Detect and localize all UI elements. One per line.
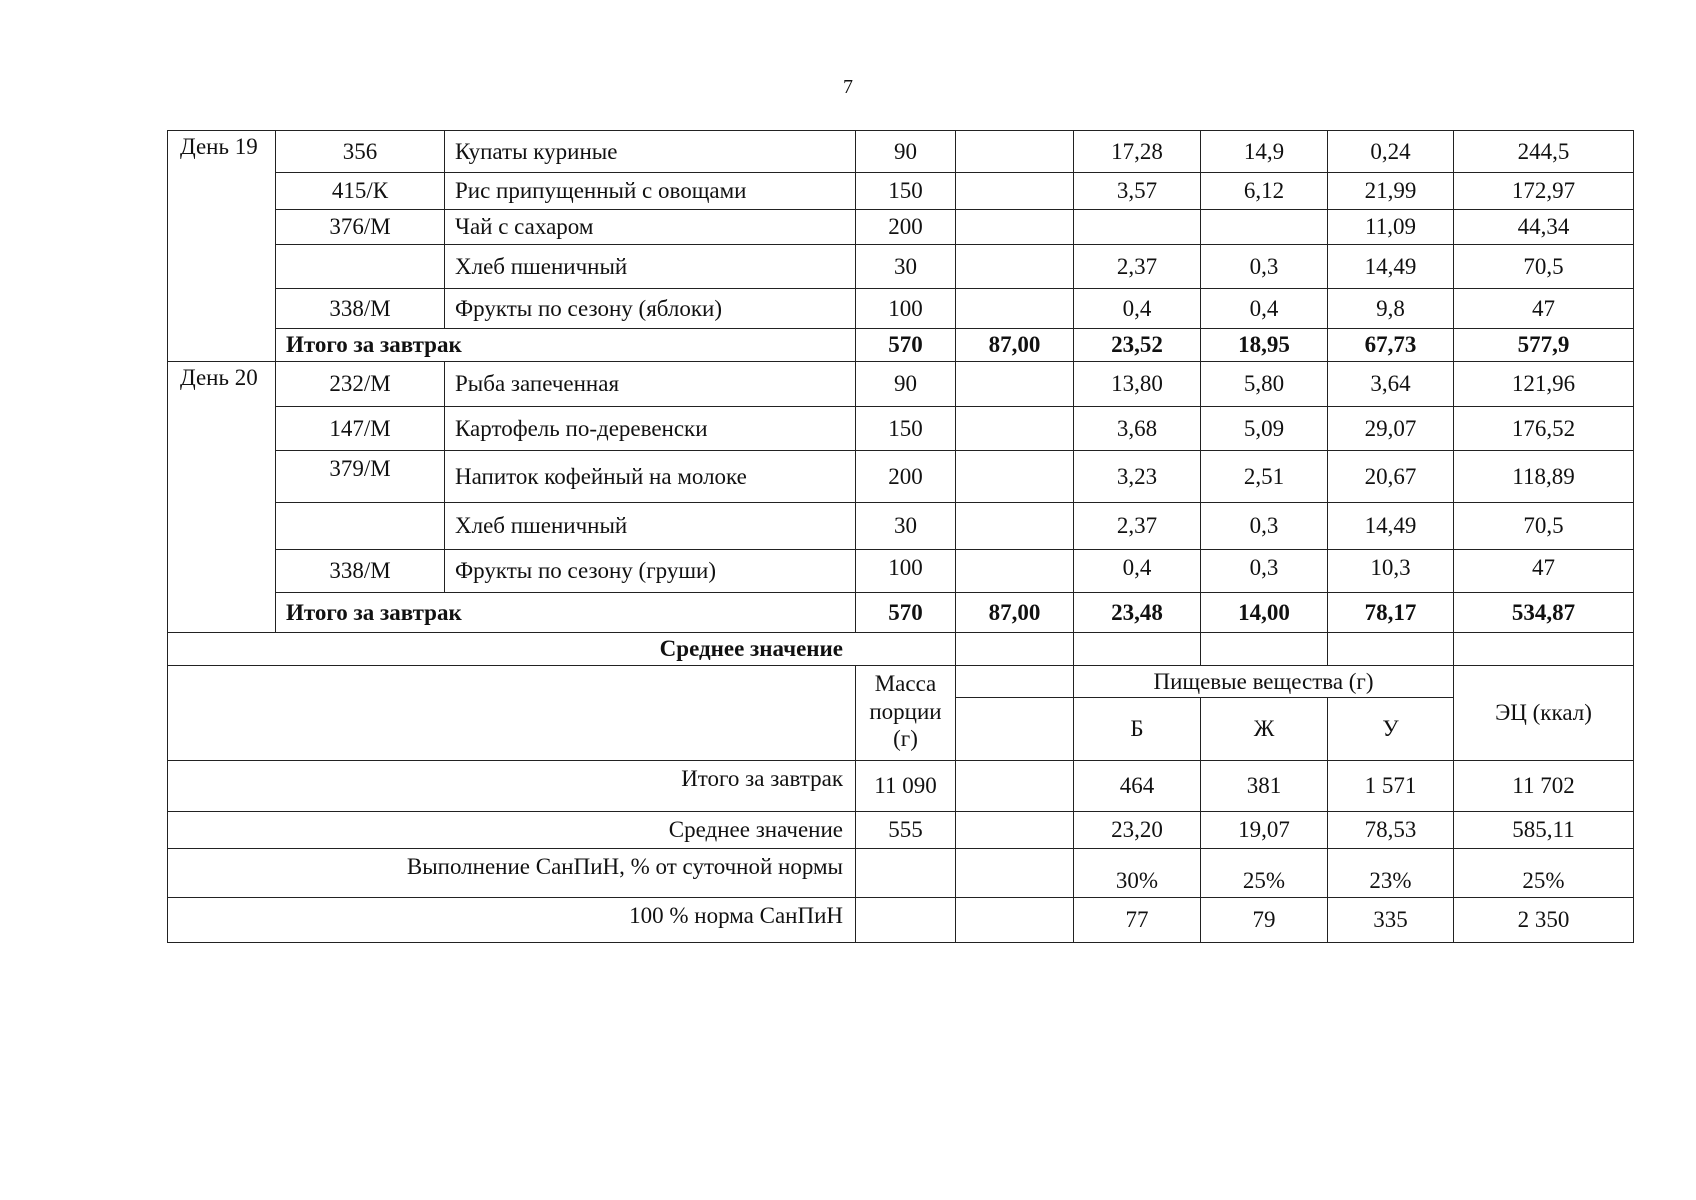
dish-carbs: 3,64 [1328, 362, 1454, 407]
summary-energy: 11 702 [1454, 761, 1634, 812]
average-section-title: Среднее значение [168, 633, 956, 666]
table-row [168, 210, 1634, 245]
dish-mass: 100 [856, 550, 956, 593]
summary-carbs: 335 [1328, 898, 1454, 943]
summary-fat: 19,07 [1201, 812, 1328, 849]
dish-energy: 47 [1454, 289, 1634, 329]
dish-mass: 100 [856, 289, 956, 329]
dish-protein: 3,68 [1074, 407, 1201, 451]
dish-protein [1074, 210, 1201, 245]
total-mass: 570 [856, 593, 956, 633]
dish-name: Фрукты по сезону (яблоки) [445, 289, 856, 329]
summary-row [168, 761, 1634, 812]
total-mass: 570 [856, 329, 956, 362]
header-protein: Б [1074, 698, 1201, 761]
dish-name: Чай с сахаром [445, 210, 856, 245]
day-label: День 20 [168, 362, 276, 633]
dish-name: Рыба запеченная [445, 362, 856, 407]
summary-energy: 2 350 [1454, 898, 1634, 943]
empty-cell [1328, 633, 1454, 666]
summary-label: 100 % норма СанПиН [168, 898, 856, 943]
empty-cell [1074, 633, 1201, 666]
dish-energy: 121,96 [1454, 362, 1634, 407]
summary-carbs: 23% [1328, 849, 1454, 898]
total-energy: 577,9 [1454, 329, 1634, 362]
dish-price [956, 451, 1074, 503]
summary-header-row [168, 666, 1634, 698]
dish-energy: 244,5 [1454, 131, 1634, 173]
header-energy: ЭЦ (ккал) [1454, 666, 1634, 761]
dish-energy: 118,89 [1454, 451, 1634, 503]
total-fat: 14,00 [1201, 593, 1328, 633]
summary-protein: 77 [1074, 898, 1201, 943]
dish-price [956, 362, 1074, 407]
summary-carbs: 78,53 [1328, 812, 1454, 849]
dish-price [956, 245, 1074, 289]
summary-mass [856, 898, 956, 943]
dish-code: 379/М [276, 451, 445, 503]
dish-name: Рис припущенный с овощами [445, 173, 856, 210]
dish-code: 232/М [276, 362, 445, 407]
dish-energy: 70,5 [1454, 245, 1634, 289]
header-fat: Ж [1201, 698, 1328, 761]
total-row [168, 593, 1634, 633]
empty-cell [956, 898, 1074, 943]
dish-protein: 2,37 [1074, 245, 1201, 289]
empty-cell [956, 849, 1074, 898]
dish-code: 415/К [276, 173, 445, 210]
empty-cell [956, 633, 1074, 666]
dish-price [956, 173, 1074, 210]
dish-mass: 30 [856, 503, 956, 550]
total-label: Итого за завтрак [276, 329, 856, 362]
total-row [168, 329, 1634, 362]
day-label: День 19 [168, 131, 276, 362]
dish-carbs: 11,09 [1328, 210, 1454, 245]
dish-price [956, 289, 1074, 329]
summary-protein: 464 [1074, 761, 1201, 812]
dish-name: Хлеб пшеничный [445, 245, 856, 289]
dish-name: Хлеб пшеничный [445, 503, 856, 550]
page-number: 7 [843, 76, 853, 98]
dish-mass: 150 [856, 407, 956, 451]
summary-mass [856, 849, 956, 898]
dish-protein: 0,4 [1074, 550, 1201, 593]
summary-fat: 25% [1201, 849, 1328, 898]
total-protein: 23,52 [1074, 329, 1201, 362]
dish-fat: 5,09 [1201, 407, 1328, 451]
header-mass: Масса порции (г) [856, 666, 956, 761]
total-carbs: 78,17 [1328, 593, 1454, 633]
dish-protein: 3,57 [1074, 173, 1201, 210]
dish-code [276, 245, 445, 289]
dish-protein: 2,37 [1074, 503, 1201, 550]
dish-protein: 13,80 [1074, 362, 1201, 407]
menu-table [167, 130, 1634, 943]
dish-fat: 0,3 [1201, 550, 1328, 593]
dish-carbs: 21,99 [1328, 173, 1454, 210]
summary-fat: 381 [1201, 761, 1328, 812]
total-price: 87,00 [956, 593, 1074, 633]
dish-fat [1201, 210, 1328, 245]
dish-energy: 47 [1454, 550, 1634, 593]
dish-mass: 90 [856, 362, 956, 407]
summary-row [168, 898, 1634, 943]
summary-label: Выполнение СанПиН, % от суточной нормы [168, 849, 856, 898]
dish-fat: 2,51 [1201, 451, 1328, 503]
dish-price [956, 503, 1074, 550]
empty-cell [1454, 633, 1634, 666]
summary-protein: 30% [1074, 849, 1201, 898]
dish-carbs: 9,8 [1328, 289, 1454, 329]
table-row [168, 131, 1634, 173]
total-carbs: 67,73 [1328, 329, 1454, 362]
dish-price [956, 550, 1074, 593]
total-fat: 18,95 [1201, 329, 1328, 362]
total-protein: 23,48 [1074, 593, 1201, 633]
dish-name: Напиток кофейный на молоке [445, 451, 856, 503]
dish-fat: 14,9 [1201, 131, 1328, 173]
table-row [168, 451, 1634, 503]
table-row [168, 503, 1634, 550]
dish-energy: 172,97 [1454, 173, 1634, 210]
empty-cell [956, 698, 1074, 761]
dish-mass: 30 [856, 245, 956, 289]
table-row [168, 550, 1634, 593]
dish-fat: 0,3 [1201, 245, 1328, 289]
dish-name: Картофель по-деревенски [445, 407, 856, 451]
dish-energy: 176,52 [1454, 407, 1634, 451]
dish-fat: 0,3 [1201, 503, 1328, 550]
dish-fat: 5,80 [1201, 362, 1328, 407]
dish-fat: 0,4 [1201, 289, 1328, 329]
total-price: 87,00 [956, 329, 1074, 362]
dish-carbs: 14,49 [1328, 245, 1454, 289]
dish-code [276, 503, 445, 550]
dish-carbs: 0,24 [1328, 131, 1454, 173]
header-carbs: У [1328, 698, 1454, 761]
dish-price [956, 131, 1074, 173]
dish-carbs: 20,67 [1328, 451, 1454, 503]
summary-mass: 555 [856, 812, 956, 849]
dish-energy: 70,5 [1454, 503, 1634, 550]
summary-energy: 585,11 [1454, 812, 1634, 849]
dish-code: 376/М [276, 210, 445, 245]
dish-protein: 17,28 [1074, 131, 1201, 173]
summary-protein: 23,20 [1074, 812, 1201, 849]
empty-cell [1201, 633, 1328, 666]
dish-code: 356 [276, 131, 445, 173]
dish-code: 338/М [276, 289, 445, 329]
dish-energy: 44,34 [1454, 210, 1634, 245]
dish-mass: 200 [856, 451, 956, 503]
dish-carbs: 29,07 [1328, 407, 1454, 451]
dish-price [956, 210, 1074, 245]
header-nutrients: Пищевые вещества (г) [1074, 666, 1454, 698]
summary-carbs: 1 571 [1328, 761, 1454, 812]
summary-row [168, 812, 1634, 849]
table-row [168, 289, 1634, 329]
table-row [168, 407, 1634, 451]
empty-cell [168, 666, 856, 761]
dish-mass: 150 [856, 173, 956, 210]
dish-protein: 3,23 [1074, 451, 1201, 503]
dish-fat: 6,12 [1201, 173, 1328, 210]
summary-mass: 11 090 [856, 761, 956, 812]
dish-code: 147/М [276, 407, 445, 451]
table-row [168, 362, 1634, 407]
dish-code: 338/М [276, 550, 445, 593]
summary-label: Итого за завтрак [168, 761, 856, 812]
dish-name: Купаты куриные [445, 131, 856, 173]
dish-mass: 90 [856, 131, 956, 173]
table-row [168, 173, 1634, 210]
empty-cell [956, 666, 1074, 698]
dish-carbs: 10,3 [1328, 550, 1454, 593]
table-row [168, 245, 1634, 289]
dish-mass: 200 [856, 210, 956, 245]
total-energy: 534,87 [1454, 593, 1634, 633]
dish-carbs: 14,49 [1328, 503, 1454, 550]
dish-name: Фрукты по сезону (груши) [445, 550, 856, 593]
dish-protein: 0,4 [1074, 289, 1201, 329]
empty-cell [956, 761, 1074, 812]
summary-row [168, 849, 1634, 898]
total-label: Итого за завтрак [276, 593, 856, 633]
summary-energy: 25% [1454, 849, 1634, 898]
average-title-row [168, 633, 1634, 666]
empty-cell [956, 812, 1074, 849]
dish-price [956, 407, 1074, 451]
summary-label: Среднее значение [168, 812, 856, 849]
summary-fat: 79 [1201, 898, 1328, 943]
